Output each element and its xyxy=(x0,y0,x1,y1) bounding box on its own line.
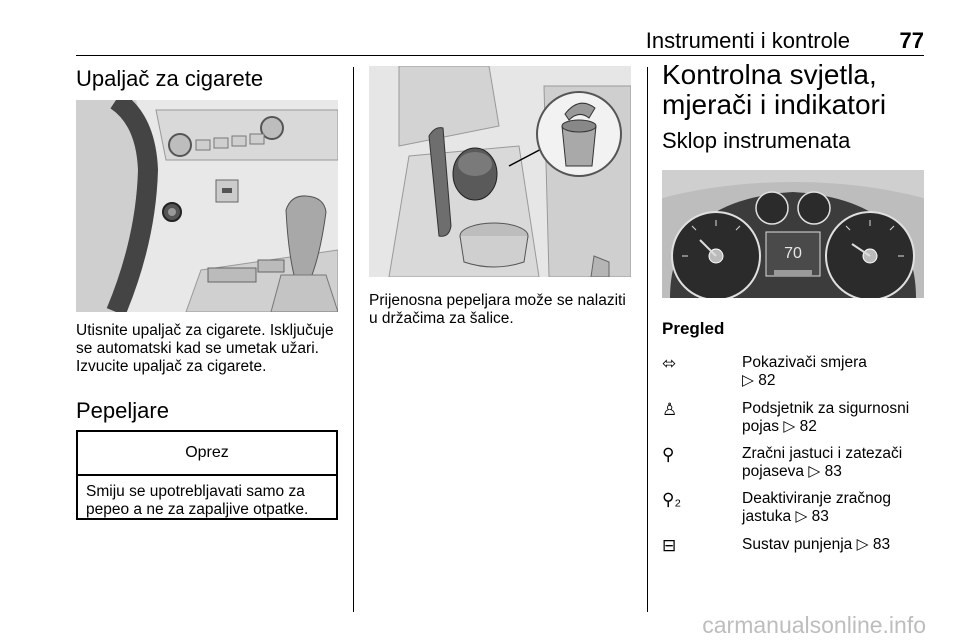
page-reference-link[interactable]: 82 xyxy=(799,418,817,435)
list-item xyxy=(742,445,932,481)
list-item-label: Pokazivači smjera xyxy=(742,354,867,371)
column-divider-2 xyxy=(647,67,648,612)
airbag-deactivation-icon: ⚲₂ xyxy=(662,490,682,509)
list-item-label: Zračni jastuci i zatezači pojaseva xyxy=(742,445,903,480)
page-reference-link[interactable]: 83 xyxy=(811,508,829,525)
list-item-label: Sustav punjenja xyxy=(742,536,853,553)
battery-icon: ⊟ xyxy=(662,536,677,555)
overview-heading: Pregled xyxy=(662,319,725,338)
list-item xyxy=(742,536,932,554)
ref-arrow: ▷ xyxy=(783,418,796,435)
page-reference-link[interactable]: 82 xyxy=(758,372,776,389)
cigarette-lighter-heading: Upaljač za cigarete xyxy=(76,66,264,91)
column-divider-1 xyxy=(353,67,354,612)
ref-arrow: ▷ xyxy=(856,536,869,553)
list-item-label: Podsjetnik za sigurnosni pojas xyxy=(742,400,910,435)
ref-arrow: ▷ xyxy=(742,372,754,389)
ref-arrow: ▷ xyxy=(795,508,808,525)
airbag-icon: ⚲ xyxy=(662,445,675,464)
instrument-cluster-illustration xyxy=(662,170,924,298)
caution-box xyxy=(76,430,338,520)
caution-text: Smiju se upotrebljavati samo za pepeo a ne za zapaljive otpatke. xyxy=(86,483,309,518)
portable-ashtray-illustration xyxy=(369,66,631,277)
running-header-title: Instrumenti i kontrole xyxy=(645,28,850,53)
warning-lights-heading: Kontrolna svjetla, mjerači i indikatori xyxy=(662,59,887,120)
cigarette-lighter-illustration xyxy=(76,100,338,312)
page-number: 77 xyxy=(899,28,924,53)
watermark: carmanualsonline.info xyxy=(702,612,926,638)
cluster-speed-readout: 70 xyxy=(784,245,802,262)
list-item xyxy=(742,400,932,436)
turn-signal-icon: ⬄ xyxy=(662,354,677,373)
portable-ashtray-caption: Prijenosna pepeljara može se nalaziti u držačima za šalice. xyxy=(369,292,626,327)
seatbelt-icon: ♙ xyxy=(662,400,678,419)
list-item-label: Deaktiviranje zračnog jastuka xyxy=(742,490,892,525)
header-rule xyxy=(76,55,924,56)
page-reference-link[interactable]: 83 xyxy=(824,463,842,480)
list-item xyxy=(742,354,932,390)
cigarette-lighter-instructions: Utisnite upaljač za cigarete. Isključuje se automatski kad se umetak užari. Izvucite upaljač za cigarete. xyxy=(76,322,334,375)
page-reference-link[interactable]: 83 xyxy=(872,536,891,553)
ashtrays-heading: Pepeljare xyxy=(76,398,169,423)
caution-title: Oprez xyxy=(78,432,336,476)
instrument-cluster-heading: Sklop instrumenata xyxy=(662,128,851,153)
list-item xyxy=(742,490,932,526)
ref-arrow: ▷ xyxy=(808,463,821,480)
